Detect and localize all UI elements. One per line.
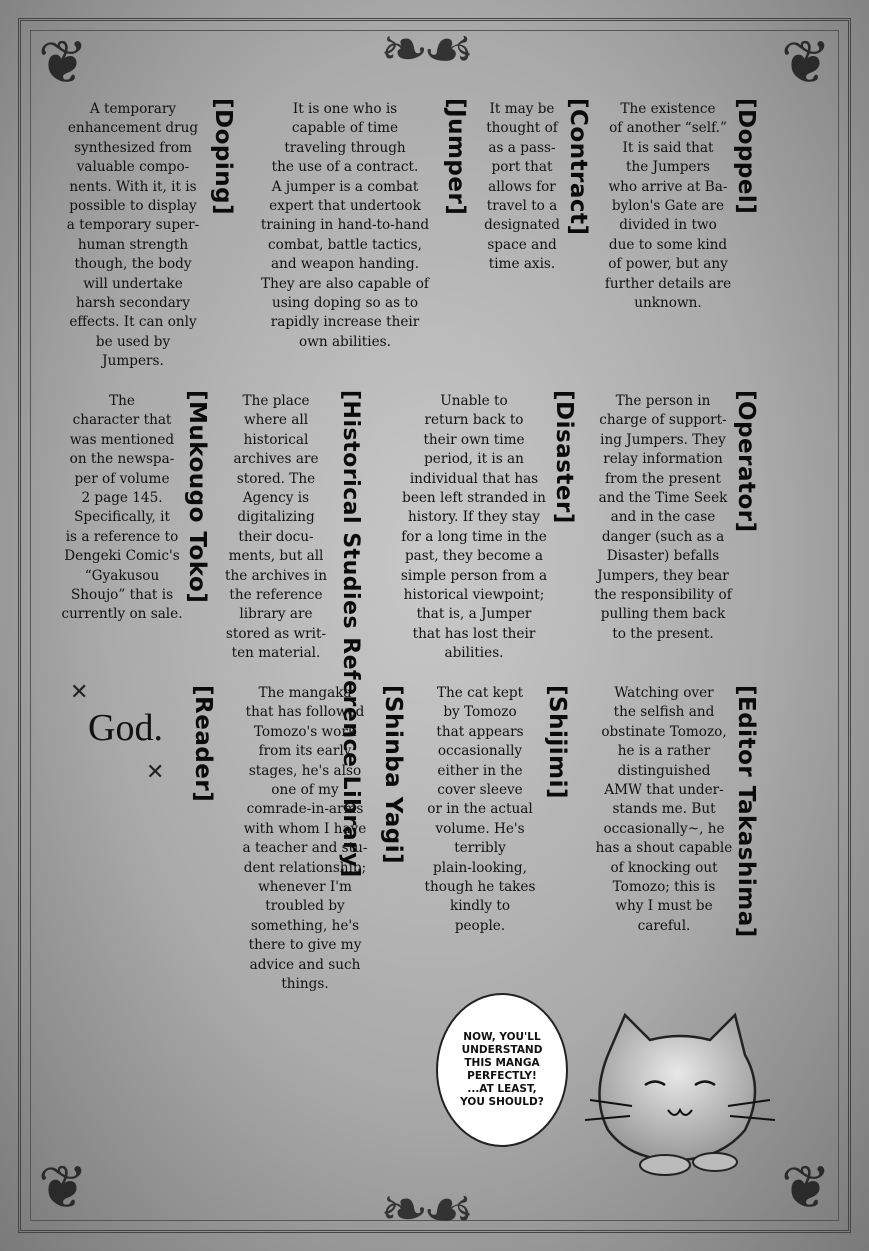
term-shijimi: [Shijimi] <box>544 685 570 799</box>
corner-ornament-icon: ❦ <box>780 28 832 98</box>
term-shinba-yagi: [Shinba Yagi] <box>380 685 406 865</box>
sparkle-icon: ✕ <box>146 760 165 785</box>
term-doping: [Doping] <box>210 98 236 216</box>
desc-shinba-yagi: The mangaka that has followed Tomozo's work from its early stages, he's also one of my comrade-in-arms with whom I have a teacher and stu- dent relationship; whenever I'm troubled by something, he's there to give my advice and such things. <box>242 685 368 993</box>
speech-bubble <box>436 993 568 1147</box>
bottom-flourish-icon: ❧☙ <box>380 1175 469 1243</box>
term-editor-takashima: [Editor Takashima] <box>733 685 759 938</box>
speech-bubble-text: NOW, YOU'LL UNDERSTAND THIS MANGA PERFECTLY! ...AT LEAST, YOU SHOULD? <box>460 1031 544 1108</box>
corner-ornament-icon: ❦ <box>37 28 89 98</box>
term-reader: [Reader] <box>190 685 216 803</box>
term-disaster: [Disaster] <box>551 390 577 524</box>
desc-shijimi: The cat kept by Tomozo that appears occasionally either in the cover sleeve or in the actual volume. He's terribly plain-looking, though he takes kindly to people. <box>424 685 536 934</box>
term-mukougo-toko: [Mukougo Toko] <box>184 390 210 604</box>
desc-editor-takashima: Watching over the selfish and obstinate Tomozo, he is a rather distinguished AMW that under- stands me. But occasionally~, he has a shout capable of knocking out Tomozo; this is why I must be careful. <box>595 685 733 934</box>
desc-doping: A temporary enhancement drug synthesized from valuable compo- nents. With it, it is possible to display a temporary super- human strength though, the body will undertake harsh secondary effects. It can only be used by Jumpers. <box>66 101 200 370</box>
desc-reader: God. <box>88 707 163 749</box>
corner-ornament-icon: ❦ <box>780 1153 832 1223</box>
desc-historical-studies-reference-library: The place where all historical archives are stored. The Agency is digitalizing their docu- ments, but all the archives in the reference library are stored as writ- ten material. <box>224 393 328 662</box>
top-flourish-icon: ❧☙ <box>380 15 469 83</box>
term-doppel: [Doppel] <box>733 98 759 215</box>
desc-contract: It may be thought of as a pass- port that allows for travel to a designated space and time axis. <box>484 101 560 273</box>
desc-disaster: Unable to return back to their own time period, it is an individual that has been left stranded in history. If they stay for a long time in the past, they become a simple person from a historical viewpoint; that is, a Jumper that has lost their abilities. <box>400 393 548 662</box>
desc-operator: The person in charge of support- ing Jumpers. They relay information from the present and the Time Seek and in the case danger (such as a Disaster) befalls Jumpers, they bear the responsibility of pulling them back to the present. <box>594 393 732 642</box>
sparkle-icon: ✕ <box>70 680 89 705</box>
corner-ornament-icon: ❦ <box>37 1153 89 1223</box>
cat-mascot-icon <box>570 1010 780 1180</box>
desc-jumper: It is one who is capable of time traveling through the use of a contract. A jumper is a combat expert that undertook training in hand-to-hand combat, battle tactics, and weapon handing. They are also capable of using doping so as to rapidly increase their own abilities. <box>260 101 430 350</box>
term-historical-studies-reference-library: [Historical Studies Reference Library] <box>338 390 363 878</box>
term-jumper: [Jumper] <box>443 98 469 216</box>
desc-mukougo-toko: The character that was mentioned on the newspa- per of volume 2 page 145. Specifically, it is a reference to Dengeki Comic's “Gyakusou Shoujo” that is currently on sale. <box>61 393 183 623</box>
term-operator: [Operator] <box>733 390 759 533</box>
term-contract: [Contract] <box>565 98 591 236</box>
desc-doppel: The existence of another “self.” It is said that the Jumpers who arrive at Ba- bylon's Gate are divided in two due to some kind of power, but any further details are unknown. <box>604 101 732 312</box>
